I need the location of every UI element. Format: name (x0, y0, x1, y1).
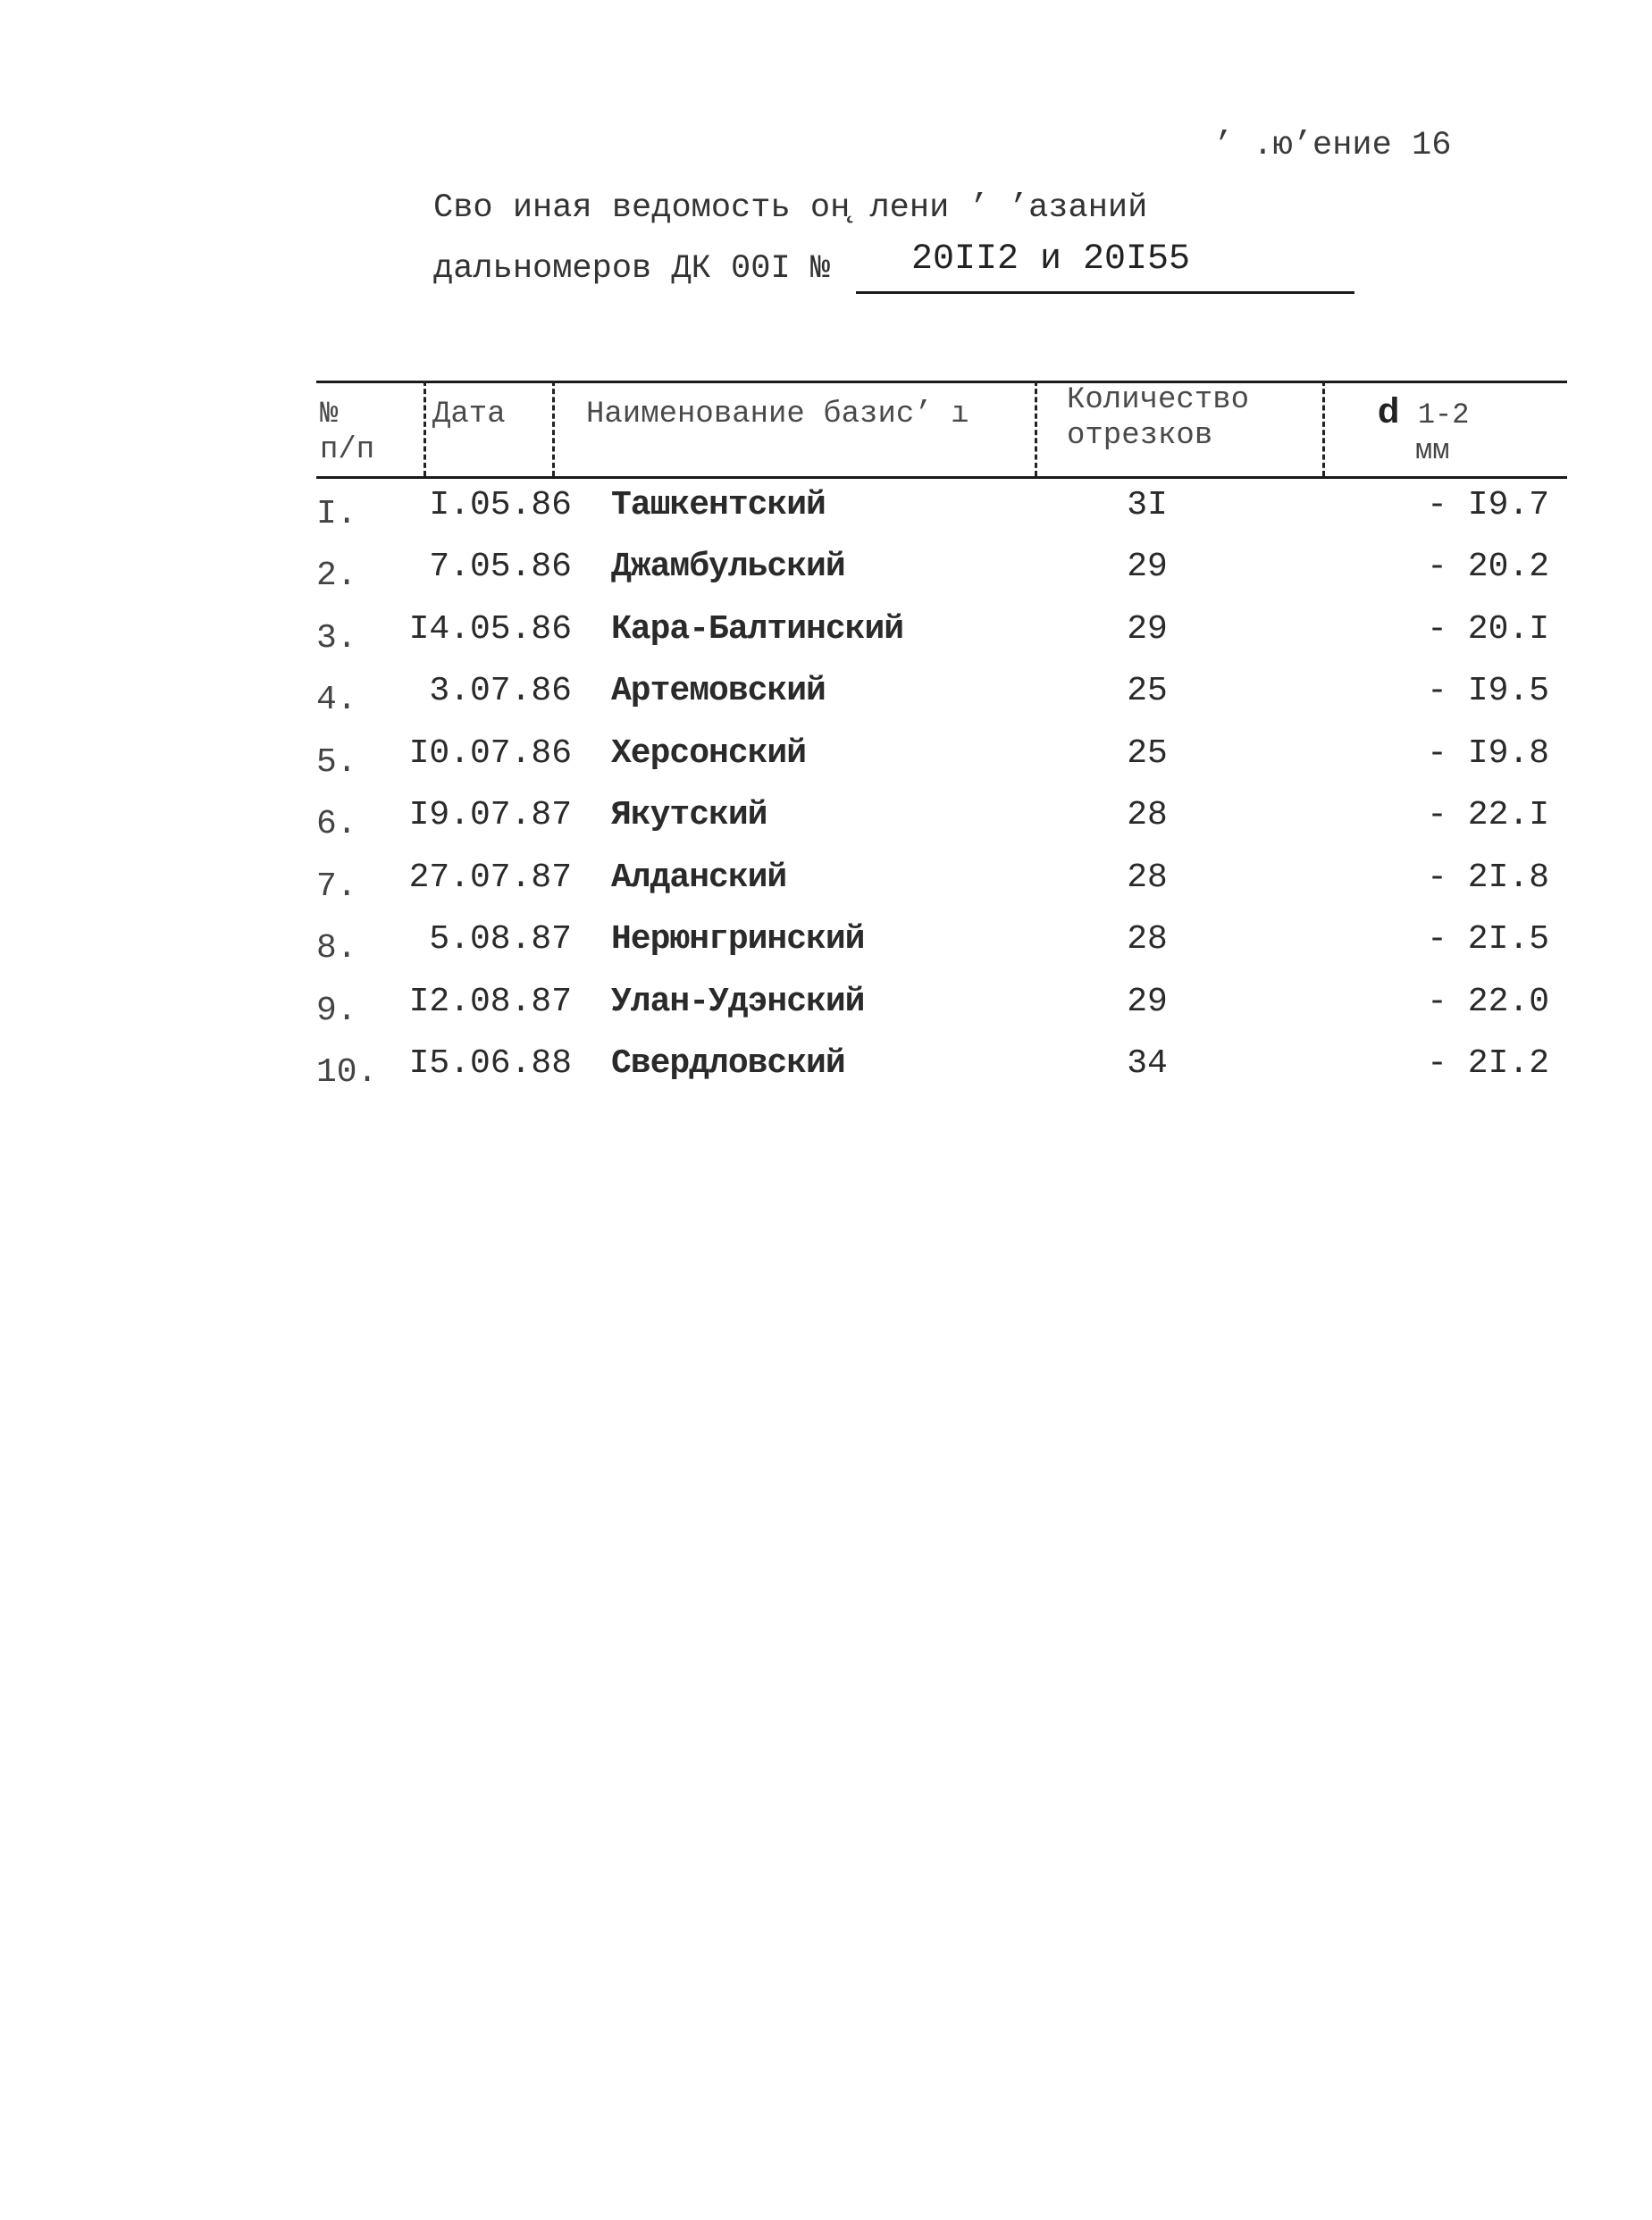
row-date: I0.07.86 (408, 734, 572, 773)
row-value: - 20.2 (1427, 548, 1549, 586)
row-number: 3. (316, 619, 357, 658)
row-value: - I9.8 (1427, 734, 1549, 773)
table-row (316, 983, 1567, 1043)
delta-unit: мм (1415, 434, 1450, 467)
row-date: I9.07.87 (408, 796, 572, 834)
header-number: № п/п (320, 398, 375, 467)
row-number: 10. (316, 1053, 378, 1092)
row-value: - I9.5 (1427, 672, 1549, 710)
column-separator (1322, 381, 1325, 476)
row-count: 29 (1127, 548, 1168, 586)
document-title-line-1: Сво иная ведомость он̨ лени ’ ’азаний (433, 189, 1148, 227)
row-value: - I9.7 (1427, 486, 1549, 524)
row-count: 25 (1127, 672, 1168, 710)
row-number: I. (316, 495, 357, 533)
row-date: 27.07.87 (408, 859, 572, 897)
table-row (316, 734, 1567, 795)
row-date: I.05.86 (429, 486, 572, 524)
row-name: Ташкентский (611, 486, 826, 524)
table-row (316, 672, 1567, 733)
table-top-rule (316, 381, 1567, 383)
row-count: 28 (1127, 859, 1168, 897)
header-date: Дата (432, 398, 506, 431)
serial-numbers: 20II2 и 20I55 (911, 239, 1191, 280)
row-value: - 2I.2 (1427, 1044, 1549, 1083)
serial-numbers-field (856, 239, 1354, 294)
column-separator (423, 381, 426, 476)
row-count: 34 (1127, 1044, 1168, 1083)
table-row (316, 796, 1567, 857)
table-row (316, 920, 1567, 981)
row-value: - 2I.8 (1427, 859, 1549, 897)
row-number: 9. (316, 992, 357, 1030)
table-row (316, 859, 1567, 919)
row-value: - 22.0 (1427, 983, 1549, 1021)
row-number: 2. (316, 557, 357, 595)
row-name: Свердловский (611, 1044, 845, 1083)
delta-subscript: 1-2 (1417, 398, 1470, 431)
row-name: Якутский (611, 796, 767, 834)
row-count: 25 (1127, 734, 1168, 773)
row-name: Нерюнгринский (611, 920, 865, 959)
row-name: Улан-Удэнский (611, 983, 865, 1021)
row-number: 6. (316, 805, 357, 843)
row-number: 4. (316, 681, 357, 719)
row-number: 5. (316, 743, 357, 782)
annex-label: ’ .ю’ение 16 (1213, 127, 1452, 164)
row-date: I4.05.86 (408, 610, 572, 649)
row-value: - 20.I (1427, 610, 1549, 649)
row-date: I2.08.87 (408, 983, 572, 1021)
table-row (316, 486, 1567, 547)
row-name: Джамбульский (611, 548, 845, 586)
header-name: Наименование базис’ ı (586, 398, 969, 431)
column-separator (1035, 381, 1037, 476)
row-count: 3I (1127, 486, 1168, 524)
document-title-line-2: дальномеров ДК 00I № (433, 250, 831, 288)
row-value: - 22.I (1427, 796, 1549, 834)
row-date: 5.08.87 (429, 920, 572, 959)
row-name: Кара-Балтинский (611, 610, 904, 649)
row-count: 28 (1127, 796, 1168, 834)
table-row (316, 610, 1567, 671)
row-value: - 2I.5 (1427, 920, 1549, 959)
row-count: 29 (1127, 983, 1168, 1021)
delta-symbol: d (1378, 391, 1400, 431)
row-count: 28 (1127, 920, 1168, 959)
row-number: 7. (316, 867, 357, 906)
row-date: I5.06.88 (408, 1044, 572, 1083)
row-name: Алданский (611, 859, 787, 897)
row-count: 29 (1127, 610, 1168, 649)
row-name: Херсонский (611, 734, 807, 773)
row-name: Артемовский (611, 672, 826, 710)
table-header-rule (316, 476, 1567, 479)
header-count: Количество отрезков (1067, 383, 1250, 453)
column-separator (552, 381, 555, 476)
table-row (316, 1044, 1567, 1105)
row-date: 3.07.86 (429, 672, 572, 710)
row-number: 8. (316, 929, 357, 968)
table-row (316, 548, 1567, 608)
row-date: 7.05.86 (429, 548, 572, 586)
header-delta (1378, 393, 1469, 469)
